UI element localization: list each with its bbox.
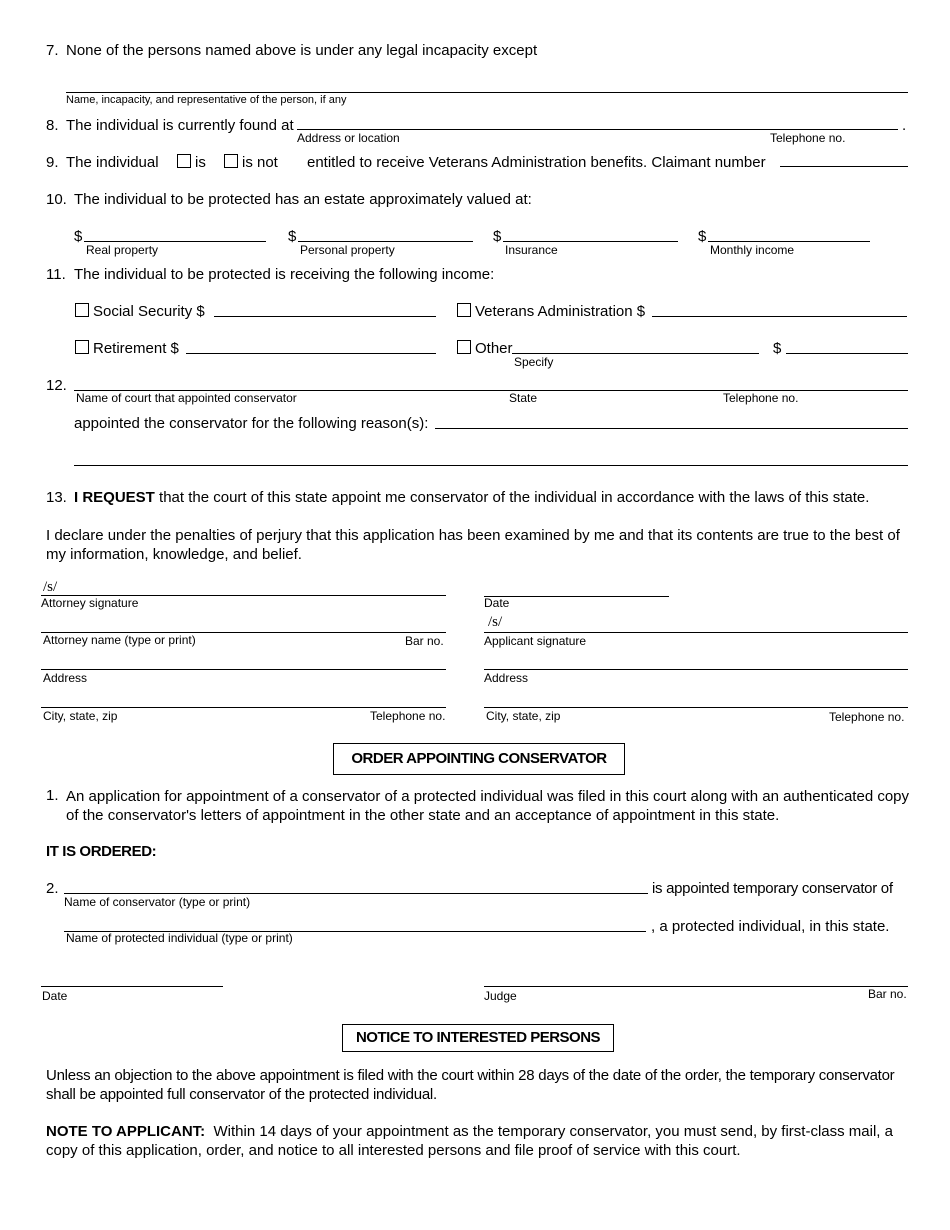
note-to-applicant <box>46 1122 893 1160</box>
reason-text: appointed the conservator for the following reason(s): <box>74 415 429 432</box>
claimant-number-field[interactable] <box>780 166 908 167</box>
order-title: ORDER APPOINTING CONSERVATOR <box>333 743 625 775</box>
note-line-2: copy of this application, order, and notice to all interested persons and file proof of service with this court. <box>46 1142 741 1159</box>
order-date-caption: Date <box>42 989 68 1003</box>
declaration-line-1: I declare under the penalties of perjury that this application has been examined by me and that its contents are true to the best of <box>46 527 900 544</box>
declaration-line-2: my information, knowledge, and belief. <box>46 546 302 563</box>
other-amount-field[interactable] <box>786 353 908 354</box>
notice-title: NOTICE TO INTERESTED PERSONS <box>342 1024 614 1052</box>
personal-property-caption: Personal property <box>300 243 395 257</box>
item9-text: entitled to receive Veterans Administration benefits. Claimant number <box>307 154 766 171</box>
notice-line-1: Unless an objection to the above appointment is filed with the court within 28 days of the date of the order, the temporary conservator <box>46 1067 895 1084</box>
appointed-text: is appointed temporary conservator of <box>652 880 893 897</box>
retirement-checkbox[interactable] <box>75 340 89 354</box>
order-item2-number: 2. <box>46 880 59 897</box>
veterans-admin-checkbox[interactable] <box>457 303 471 317</box>
incapacity-caption: Name, incapacity, and representative of the person, if any <box>66 94 347 106</box>
applicant-address-field[interactable] <box>484 669 908 670</box>
item8-period: . <box>902 117 907 134</box>
applicant-city-field[interactable] <box>484 707 908 708</box>
item9-lead: The individual <box>66 154 159 171</box>
real-property-field[interactable] <box>84 241 266 242</box>
applicant-phone-caption: Telephone no. <box>829 710 905 724</box>
bar-no-caption: Bar no. <box>405 634 444 648</box>
protected-text: , a protected individual, in this state. <box>651 918 890 935</box>
conservator-name-field[interactable] <box>64 893 648 894</box>
applicant-address-caption: Address <box>484 671 529 685</box>
insurance-field[interactable] <box>503 241 678 242</box>
judge-bar-no-caption: Bar no. <box>868 987 907 1001</box>
attorney-phone-caption: Telephone no. <box>370 709 446 723</box>
specify-caption: Specify <box>514 355 554 369</box>
judge-caption: Judge <box>484 989 517 1003</box>
notice-line-2: shall be appointed full conservator of the protected individual. <box>46 1086 437 1103</box>
it-is-ordered: IT IS ORDERED: <box>46 843 157 860</box>
attorney-sig-mark: /s/ <box>43 579 58 595</box>
is-checkbox[interactable] <box>177 154 191 168</box>
order-date-field[interactable] <box>41 986 223 987</box>
dollar-sign: $ <box>288 228 297 245</box>
i-request-bold: I REQUEST <box>74 489 155 506</box>
dollar-sign: $ <box>698 228 707 245</box>
social-security-field[interactable] <box>214 316 436 317</box>
veterans-admin-field[interactable] <box>652 316 907 317</box>
order-item1-text <box>66 787 909 825</box>
attorney-city-field[interactable] <box>41 707 446 708</box>
reason-field-2[interactable] <box>74 465 908 466</box>
applicant-signature-field[interactable] <box>484 632 908 633</box>
applicant-date-field[interactable] <box>484 596 669 597</box>
item11-number: 11. <box>46 266 66 283</box>
applicant-signature-caption: Applicant signature <box>484 634 587 648</box>
note-line-1 <box>46 1122 893 1141</box>
social-security-label: Social Security $ <box>93 303 205 320</box>
monthly-income-field[interactable] <box>708 241 870 242</box>
attorney-signature-caption: Attorney signature <box>41 596 139 610</box>
social-security-checkbox[interactable] <box>75 303 89 317</box>
protected-caption: Name of protected individual (type or print) <box>66 931 293 945</box>
note-line-1-text: Within 14 days of your appointment as the temporary conservator, you must send, by first-class mail, a <box>213 1123 893 1140</box>
monthly-income-caption: Monthly income <box>710 243 795 257</box>
is-label: is <box>195 154 206 171</box>
attorney-address-field[interactable] <box>41 669 446 670</box>
dollar-sign: $ <box>773 340 782 357</box>
item7-text: None of the persons named above is under any legal incapacity except <box>66 42 538 59</box>
address-caption: Address or location <box>297 131 400 145</box>
real-property-caption: Real property <box>86 243 159 257</box>
attorney-name-caption: Attorney name (type or print) <box>43 633 196 647</box>
is-not-checkbox[interactable] <box>224 154 238 168</box>
other-specify-field[interactable] <box>512 353 759 354</box>
attorney-city-caption: City, state, zip <box>43 709 118 723</box>
applicant-sig-mark: /s/ <box>488 614 503 630</box>
item8-text: The individual is currently found at <box>66 117 294 134</box>
item13-request <box>74 489 869 506</box>
item10-text: The individual to be protected has an estate approximately valued at: <box>74 191 532 208</box>
other-income-checkbox[interactable] <box>457 340 471 354</box>
item13-text: that the court of this state appoint me conservator of the individual in accordance with the laws of this state. <box>159 489 870 506</box>
item12-number: 12. <box>46 377 67 394</box>
item9-number: 9. <box>46 154 59 171</box>
order-item1-number: 1. <box>46 787 59 804</box>
declaration <box>46 526 900 564</box>
veterans-admin-label: Veterans Administration $ <box>475 303 646 320</box>
item8-number: 8. <box>46 117 59 134</box>
notice-text <box>46 1066 894 1104</box>
item13-number: 13. <box>46 489 67 506</box>
order-item1-line-2: of the conservator's letters of appointment in the other state and an acceptance of appointment in this state. <box>66 807 780 824</box>
retirement-field[interactable] <box>186 353 436 354</box>
incapacity-field[interactable] <box>66 92 908 93</box>
is-not-label: is not <box>242 154 278 171</box>
state-caption: State <box>509 391 538 405</box>
insurance-caption: Insurance <box>505 243 558 257</box>
court-caption: Name of court that appointed conservator <box>76 391 297 405</box>
applicant-date-caption: Date <box>484 596 510 610</box>
judge-signature-field[interactable] <box>484 986 908 987</box>
court-phone-caption: Telephone no. <box>723 391 799 405</box>
dollar-sign: $ <box>493 228 502 245</box>
item7-number: 7. <box>46 42 59 59</box>
attorney-address-caption: Address <box>43 671 88 685</box>
address-location-field[interactable] <box>297 129 898 130</box>
personal-property-field[interactable] <box>298 241 473 242</box>
item10-number: 10. <box>46 191 67 208</box>
applicant-city-caption: City, state, zip <box>486 709 561 723</box>
phone-caption: Telephone no. <box>770 131 846 145</box>
retirement-label: Retirement $ <box>93 340 179 357</box>
other-income-label: Other <box>475 340 513 357</box>
item11-text: The individual to be protected is receiving the following income: <box>74 266 495 283</box>
reason-field-1[interactable] <box>435 428 908 429</box>
conservator-caption: Name of conservator (type or print) <box>64 895 251 909</box>
order-item1-line-1: An application for appointment of a conservator of a protected individual was filed in this court along with an authenticated copy <box>66 788 910 805</box>
note-bold: NOTE TO APPLICANT: <box>46 1123 206 1140</box>
dollar-sign: $ <box>74 228 83 245</box>
